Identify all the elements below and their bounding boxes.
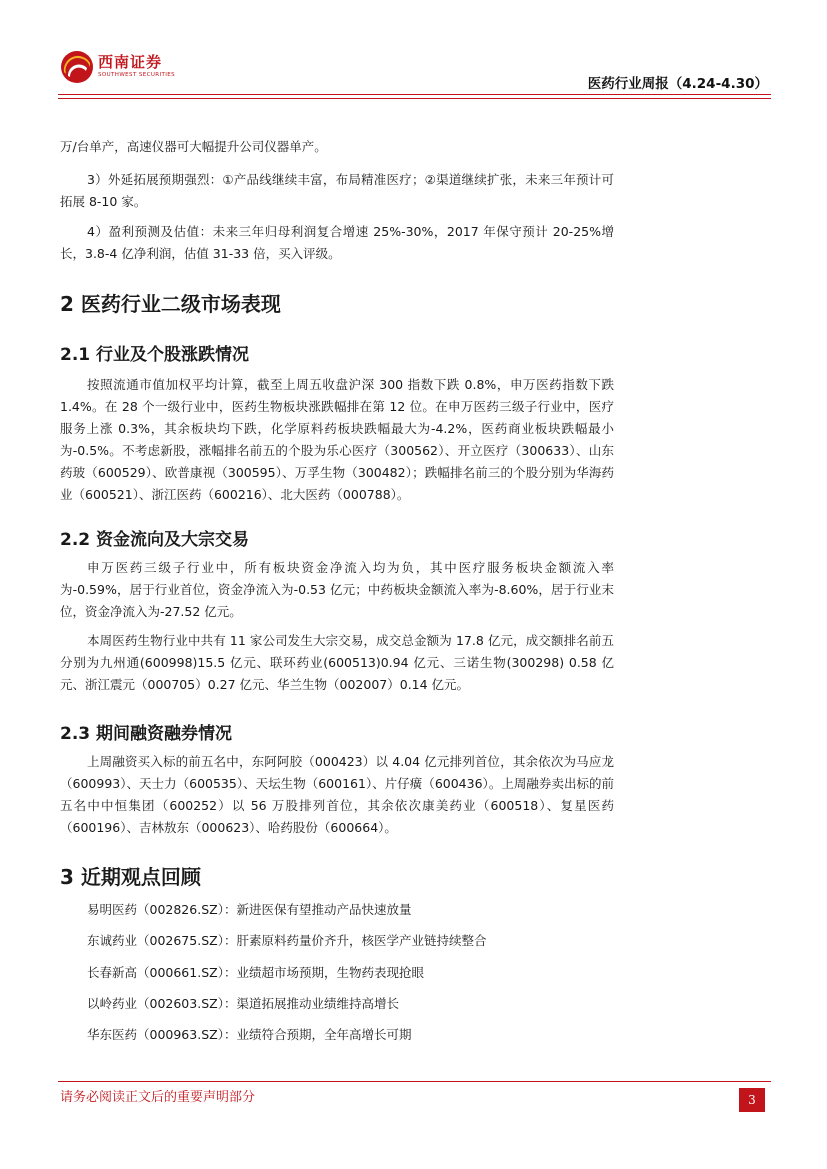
disclaimer-note: 请务必阅读正文后的重要声明部分 (60, 1090, 256, 1105)
paragraph-2-2-a: 申万医药三级子行业中，所有板块资金净流入均为负，其中医疗服务板块金额流入率为-0.59%，居于行业首位，资金净流入为-0.53 亿元；中药板块金额流入率为-8.60%，居于行业末位，资金净流入为-27.52 亿元。 (60, 560, 614, 619)
recent-views-list (87, 899, 486, 1055)
section-2-2-heading: 2.2 资金流向及大宗交易 (60, 530, 250, 550)
paragraph-2-3: 上周融资买入标的前五名中，东阿阿胶（000423）以 4.04 亿元排列首位，其余依次为马应龙（600993）、天士力（600535）、天坛生物（600161）、片仔癀（600436）。上周融券卖出标的前五名中中恒集团（600252）以 56 万股排列首位，其余依次康美药业（600518）、复星医药（600196）、吉林敖东（000623）、哈药股份（600664）。 (60, 754, 614, 835)
header-divider-thin (58, 98, 771, 99)
company-logo (60, 48, 178, 86)
section-2-heading: 2 医药行业二级市场表现 (60, 292, 281, 316)
paragraph-2-2-b: 本周医药生物行业中共有 11 家公司发生大宗交易，成交总金额为 17.8 亿元，成交额排名前五分别为九州通(600998)15.5 亿元、联环药业(600513)0.94 亿元、三诺生物(300298) 0.58 亿元、浙江震元（000705）0.27 亿元、华兰生物（002007）0.14 亿元。 (60, 633, 614, 692)
logo-chinese-name: 西南证券 (98, 53, 163, 71)
list-item: 东诚药业（002675.SZ）：肝素原料药量价齐升，核医学产业链持续整合 (87, 933, 487, 949)
footer-divider (58, 1081, 771, 1082)
paragraph-item-4: 4）盈利预测及估值：未来三年归母利润复合增速 25%-30%，2017 年保守预计 20-25%增长，3.8-4 亿净利润，估值 31-33 倍，买入评级。 (60, 224, 614, 261)
report-title: 医药行业周报（4.24-4.30） (587, 76, 768, 92)
list-item: 长春新高（000661.SZ）：业绩超市场预期，生物药表现抢眼 (87, 964, 424, 980)
page-number: 3 (739, 1088, 765, 1112)
paragraph-intro: 万/台单产，高速仪器可大幅提升公司仪器单产。 (60, 139, 327, 154)
paragraph-item-3: 3）外延拓展预期强烈：①产品线继续丰富，布局精准医疗；②渠道继续扩张，未来三年预计可拓展 8-10 家。 (60, 172, 614, 209)
header-divider (58, 94, 771, 95)
section-3-heading: 3 近期观点回顾 (60, 865, 201, 889)
list-item: 以岭药业（002603.SZ）：渠道拓展推动业绩维持高增长 (87, 995, 399, 1011)
logo-emblem-icon (60, 50, 94, 84)
section-2-3-heading: 2.3 期间融资融券情况 (60, 724, 233, 744)
paragraph-2-1: 按照流通市值加权平均计算，截至上周五收盘沪深 300 指数下跌 0.8%，申万医药指数下跌 1.4%。在 28 个一级行业中，医药生物板块涨跌幅排在第 12 位。在申万医药三级子行业中，医疗服务上涨 0.3%，其余板块均下跌，化学原料药板块跌幅最大为-4.2%，医药商业板块跌幅最小为-0.5%。不考虑新股，涨幅排名前五的个股为乐心医疗（300562）、开立医疗（300633）、山东药玻（600529）、欧普康视（300595）、万孚生物（300482）；跌幅排名前三的个股分别为华海药业（600521）、浙江医药（600216）、北大医药（000788）。 (60, 377, 614, 502)
list-item: 易明医药（002826.SZ）：新进医保有望推动产品快速放量 (87, 902, 412, 917)
list-item: 华东医药（000963.SZ）：业绩符合预期，全年高增长可期 (87, 1027, 412, 1043)
section-2-1-heading: 2.1 行业及个股涨跌情况 (60, 345, 250, 365)
logo-english-name: SOUTHWEST SECURITIES (98, 72, 176, 78)
